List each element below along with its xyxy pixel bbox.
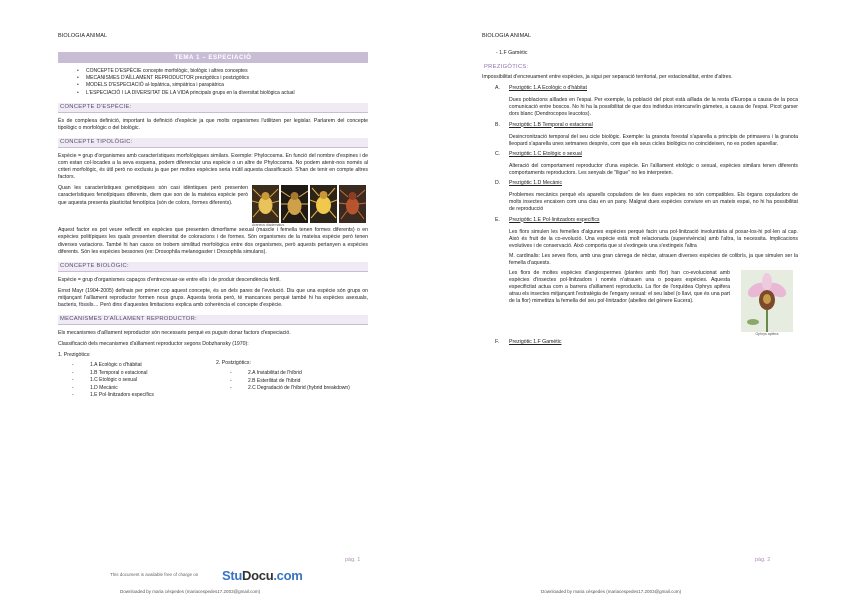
- paragraph: Les flors simulen les femelles d'algunes espècies perquè facin una pol·linització involuntària al posar-los-hi pol·len al cap. Això és fruit de la co-evolució. Una espècie està molt relacionada (supervivència) amb l'altra, la necessita. Implicacions evolutives i de conservació. Això comporta que si s'extingeix una s'extingeix l'altra: [509, 228, 798, 249]
- topic-item: • MODELS D'ESPECIACIÓ al·lopàtrica, simpàtrica i parapàtrica: [86, 82, 368, 89]
- topic-list: [58, 68, 368, 97]
- spider-image: [252, 185, 279, 223]
- paragraph: Dues poblacions aïllades en l'espai. Per exemple, la població del picot està aïllada de la resta d'Europa a causa de la poca comunicació entre boscos. No hi ha la possibilitat de que dos individus intercanviïn gàmetes, a causa de l'espai. Picot garser dors blanc (Dendrocopos leucotos).: [509, 97, 798, 118]
- list-item: - 2.A Inviabilitat de l'híbrid: [216, 370, 356, 377]
- list-item: - 1.E Pol·linitzadors específics: [58, 392, 198, 399]
- prezygotic-list: [58, 362, 198, 399]
- page-header: BIOLOGIA ANIMAL: [58, 33, 108, 39]
- list-item: F. Prezigòtic 1.F Gamètic: [482, 339, 798, 346]
- section-heading: CONCEPTE BIOLÒGIC:: [58, 262, 368, 272]
- figure-caption: Araneus diadematus: [252, 223, 285, 228]
- list-item: A. Prezigòtic 1.A Ecològic o d'hàbitat Dues poblacions aïllades en l'espai. Per exemple, la població del picot està aïllada de la resta d'Europa a causa de la poca comunicació entre boscos. No hi ha la possibilitat de que dos individus intercanviïn gàmetes, a causa de l'espai. Picot garser dors blanc (Dendrocopos leucotos).: [495, 85, 798, 118]
- paragraph: Espècie = grup d'organismes capaços d'entrecreuar-se entre ells i de produir descendència fèrtil.: [58, 276, 281, 283]
- section-heading: CONCEPTE D'ESPÈCIE:: [58, 103, 368, 113]
- section-heading: PREZIGÒTICS:: [484, 64, 529, 71]
- spider-figure: [252, 185, 368, 227]
- item-heading: Prezigòtic 1.F Gamètic: [509, 339, 562, 346]
- spider-image: [310, 185, 337, 223]
- paragraph: Quan les característiques genotípiques són casi idèntiques però presenten característiques fenotípiques diferents, diem que son de la mateixa espècie però que aquesta presenta plasticitat fenotípica (són de colors, formes diferents).: [58, 185, 248, 206]
- page-content: [482, 50, 798, 351]
- page-content: [58, 52, 368, 399]
- document-page-2: [424, 0, 848, 600]
- list-item: - 1.C Etològic o sexual: [58, 377, 198, 384]
- item-heading: Prezigòtic 1.E Pol·linitzadors específics: [509, 216, 600, 223]
- item-heading: Prezigòtic 1.C Etològic o sexual: [509, 150, 582, 157]
- paragraph: Classificació dels mecanismes d'aïllament reproductor segons Dobzhansky (1970):: [58, 341, 249, 348]
- list-item: C. Prezigòtic 1.C Etològic o sexual Alteració del comportament reproductor d'una espècie. En l'aïllament etològic o sexual, espècies similars tenen diferents comportaments reproductors. Les senyals de "lligue" no les interpreten.: [495, 150, 798, 177]
- paragraph: Problemes mecànics perquè els aparells copuladors de les dues espècies no són compatibles. Els òrgans copuladors de molts insectes encaixen com una clau en un pany. Malgrat dues espècies conviure en un mateix espai, no hi ha possibilitat de reproducció: [509, 192, 798, 213]
- paragraph: M. cardinalis: Les seves flors, amb una gran càrrega de nèctar, atrauen diverses espècies de colibrís, ja que simulen ser la femella d'aquests.: [509, 252, 798, 266]
- item-heading: Prezigòtic 1.B Temporal o estacional: [509, 121, 593, 128]
- paragraph: Espècie = grup d'organismes amb característiques morfològiques similars. Exemple: Phylocosma. En funció del nombre d'espines i de com estan col·locades a la seva esquena, podem diferenciar una espècie o un altre de Phylocosma. No podem atenir-nos només al criteri morfològic, és útil però no exclusiu ja que per moltes espècies seria inútil aquesta classificació. S'han de tenir en compte altres factors.: [58, 153, 368, 181]
- item-heading: Prezigòtic 1.A Ecològic o d'hàbitat: [509, 85, 587, 92]
- paragraph: Els mecanismes d'aïllament reproductor són necessaris perquè es puguin donar factors d'especiació.: [58, 330, 291, 337]
- figure-caption: Ophrys apifera: [755, 332, 779, 337]
- topic-title: TEMA 1 – ESPECIACIÓ: [58, 52, 368, 63]
- topic-item: • MECANISMES D'AÏLLAMENT REPRODUCTOR prezigòtics i postzigòtics: [86, 75, 368, 82]
- page-number: pàg. 1: [345, 557, 361, 563]
- paragraph: Aquest factor es pot veure reflectit en espècies que presenten dimorfisme sexual (mascle i femella tenen formes diferents) o en espècies politípiques les quals presenten diversitat de coloracions i de formes. Són organismes de la mateixa espècie però tenen diverses variacions. També hi han casos on trobem similitud morfològica entre dos organismes, però aquests pertanyen a espècies diferents. Són les espècies bessones (ex: Drosophila melanogaster i Drosophila simulans).: [58, 227, 368, 255]
- list-heading: 2. Postzigòtics:: [216, 360, 251, 367]
- page-header: BIOLOGIA ANIMAL: [482, 33, 532, 39]
- list-item: - 1.B Temporal o estacional: [58, 370, 198, 377]
- list-item: - 2.C Degradació de l'híbrid (hybrid breakdown): [216, 385, 356, 392]
- postzygotic-list: [216, 370, 356, 392]
- list-item: - 2.B Esterilitat de l'híbrid: [216, 378, 356, 385]
- orchid-figure: [736, 270, 798, 336]
- item-heading: Prezigòtic 1.D Mecànic: [509, 180, 563, 187]
- orchid-image: [741, 270, 793, 332]
- list-item: B. Prezigòtic 1.B Temporal o estacional Desincronització temporal del seu cicle biològic. Exemple: la granota forestal s'aparella a principis de primavera i la granota lleopard s'aparella unes setmanes després, com que els seus cicles biològics no coincideixen, no es poden aparellar.: [495, 121, 798, 147]
- paragraph: Les flors de moltes espècies d'angiospermes (plantes amb flor) han co-evolucionat amb espècies d'insectes pol·linitzadors i només n'atrauen una o poques espècies. Aquesta especificitat actua com a barrera d'aïllament reproductiu. La flor de l'orquídea Ophrys apifera atrau els insectes mitjançant l'estratègia de l'engany sexual: el seu label (o llavi, que és una part de la flor) mimetitza la femella del seu pol·linitzador (abelles del gènere Eucera).: [509, 270, 730, 305]
- list-heading: 1. Prezigòtics:: [58, 352, 91, 359]
- prezygotic-items: [482, 85, 798, 346]
- section-heading: MECANISMES D'AÏLLAMENT REPRODUCTOR:: [58, 315, 368, 325]
- orchid-row: [509, 270, 798, 336]
- figure-row: [58, 185, 368, 227]
- paragraph: És de complexa definició, important la definició d'espècie ja que molts organismes l'utilitzen per legislar. Parlarem del concepte tipològic o morfològic o del biològic.: [58, 117, 368, 131]
- list-item: - 1.F Gamètic: [496, 50, 528, 56]
- page-number: pàg. 2: [755, 557, 771, 563]
- list-item: E. Prezigòtic 1.E Pol·linitzadors específics Les flors simulen les femelles d'algunes espècies perquè facin una pol·linització involuntària al posar-los-hi pol·len al cap. Això és fruit de la co-evolució. Una espècie està molt relacionada (supervivència) amb l'altra, la necessita. Implicacions evolutives i de conservació. Això comporta que si s'extingeix una s'extingeix l'altra M. cardinalis: Les seves flors, amb una gran càrrega de nèctar, atrauen diverses espècies de colibrís, ja que simulen ser la femella d'aquests. Les flors de moltes espècies d'angiospermes (plantes amb flor) han co-evolucionat amb espècies d'insectes pol·linitzadors i només n'atrauen una o poques espècies. Aquesta especificitat actua com a barrera d'aïllament reproductiu. La flor de l'orquídea Ophrys apifera atrau els insectes mitjançant l'estratègia de l'engany sexual: el seu label (o llavi, que és una part de la flor) mimetitza la femella del seu pol·linitzador (abelles del gènere Eucera). Ophrys apifera: [495, 216, 798, 337]
- download-notice: Downloaded by maria céspedes (mariacespedes17.2003@gmail.com): [541, 589, 682, 594]
- spider-image: [339, 185, 366, 223]
- list-item: - 1.D Mecànic: [58, 385, 198, 392]
- list-item: - 1.A Ecològic o d'hàbitat: [58, 362, 198, 369]
- topic-item: • CONCEPTE D'ESPÈCIE concepte morfològic, biològic i altres conceptes: [86, 68, 368, 75]
- section-heading: CONCEPTE TIPOLÒGIC:: [58, 138, 368, 148]
- paragraph: Alteració del comportament reproductor d'una espècie. En l'aïllament etològic o sexual, espècies similars tenen diferents comportaments reproductors. Les senyals de "lligue" no les interpreten.: [509, 162, 798, 177]
- list-item: D. Prezigòtic 1.D Mecànic Problemes mecànics perquè els aparells copuladors de les dues espècies no són compatibles. Els òrgans copuladors de molts insectes encaixen com una clau en un pany. Malgrat dues espècies conviure en un mateix espai, no hi ha possibilitat de reproducció: [495, 180, 798, 213]
- topic-item: • L'ESPECIACIÓ I LA DIVERSITAT DE LA VIDA principals grups en la diversitat biològica actual: [86, 90, 368, 97]
- studocu-notice: This document is available free of charge on: [110, 572, 199, 577]
- paragraph: Impossibilitat d'encreuament entre espècies, ja sigui per separació territorial, per estacionalitat, entre d'altres.: [482, 74, 733, 81]
- download-notice: Downloaded by maria céspedes (mariacespedes17.2003@gmail.com): [120, 589, 261, 594]
- paragraph: Ernst Mayr (1904-2005) definaix per primer cop aquest concepte, és un dels pares de l'evolució. Diu que una espècie són grups on mitjançant l'aïllament reproductor formen nous grups. Aquesta teoria però, té mancances perquè també hi ha espècies asexuals, bacteris, fòssils… Però dins d'aquestes limitacions explica amb coherència el concepte d'espècie.: [58, 287, 368, 309]
- paragraph: Desincronització temporal del seu cicle biològic. Exemple: la granota forestal s'aparella a principis de primavera i la granota lleopard s'aparella unes setmanes després, com que els seus cicles biològics no coincideixen, no es poden aparellar.: [509, 133, 798, 147]
- studocu-logo[interactable]: StuDocu.com: [222, 568, 303, 583]
- mechanism-lists: [58, 352, 368, 399]
- spider-image: [281, 185, 308, 223]
